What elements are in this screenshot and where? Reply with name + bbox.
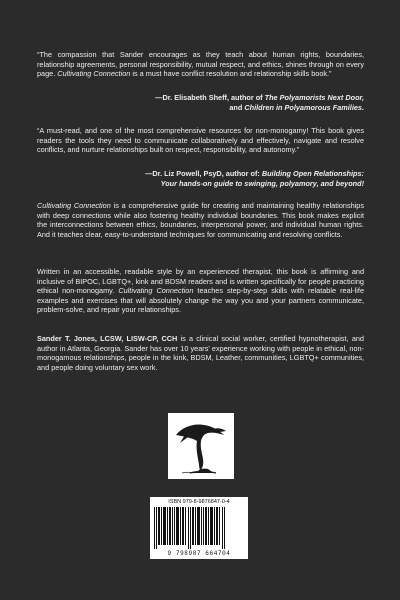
attribution-book-subtitle: Your hands-on guide to swinging, polyamory, and beyond! (160, 178, 364, 188)
author-name: Sander T. Jones, LCSW, LISW-CP, CCH (37, 334, 178, 343)
publisher-logo (168, 413, 234, 479)
paragraph-text: Written in an accessible, readable style by an experienced therapist, this book is affirming and inclusive of BIPOC, LGBTQ+, kink and BDSM readers and is written specifically for people practicing ethical non-monogamy. (37, 267, 364, 296)
barcode-bars (154, 507, 226, 549)
attribution-name: —Dr. Liz Powell, PsyD, author of: (145, 169, 262, 178)
attribution-name: —Dr. Elisabeth Sheff, author of (155, 93, 265, 102)
attribution-book: The Polyamorists Next Door, (264, 93, 364, 102)
endorsement-attribution-sheff (37, 93, 364, 112)
paragraph-text: is a comprehensive guide for creating and maintaining healthy relationships with deep connections while also fostering healthy individual boundaries. This book makes explicit the interconnections between ethics, boundaries, interpersonal power, and individual human rights. And it teaches clear, easy-to-understand techniques for communicating and resolving conflicts. (37, 201, 364, 239)
attribution-book: Children in Polyamorous Families. (244, 102, 364, 112)
attribution-and: and (229, 102, 245, 112)
description-paragraph-2 (37, 267, 364, 315)
book-title: Cultivating Connection (118, 286, 194, 296)
book-title: Cultivating Connection (57, 69, 131, 79)
quote-text: “A must-read, and one of the most comprehensive resources for non-monogamy! This book gives readers the tools they need to communicate collaboratively and effectively, navigate and resolve conflicts, and nurture relationships built on respect, responsibility, and autonomy.” (37, 126, 364, 155)
heron-logo-icon (168, 413, 234, 479)
author-bio (37, 334, 364, 372)
endorsement-attribution-powell (37, 169, 364, 188)
book-title: Cultivating Connection (37, 201, 111, 210)
bio-text: is a clinical social worker, certified hypnotherapist, and author in Atlanta, Georgia. Sander has over 10 years' experience working with people in ethical, non-monogamous relationships, people in the kink, BDSM, Leather, communities, LGBTQ+ communities, and people doing voluntary sex work. (37, 334, 364, 372)
isbn-barcode (150, 497, 248, 559)
barcode-number: 9 798987 664704 (167, 550, 231, 557)
quote-text: is a must have conflict resolution and relationship skills book.” (130, 69, 332, 79)
quote-text: “The compassion that Sander encourages as they teach about human rights, boundaries, relationship agreements, personal responsibility, mutual respect, and ethics, shines through on every page. (37, 50, 364, 79)
endorsement-quote-powell (37, 126, 364, 155)
endorsement-quote-sheff (37, 50, 364, 79)
isbn-label: ISBN 979-8-9876847-0-4 (168, 499, 230, 505)
attribution-book: Building Open Relationships: (261, 169, 364, 178)
paragraph-text: teaches step-by-step skills with relatable real-life examples and exercises that will absolutely change the way you and your partners communicate, problem-solve, and repair your relationships. (37, 286, 365, 315)
description-paragraph-1 (37, 201, 364, 239)
